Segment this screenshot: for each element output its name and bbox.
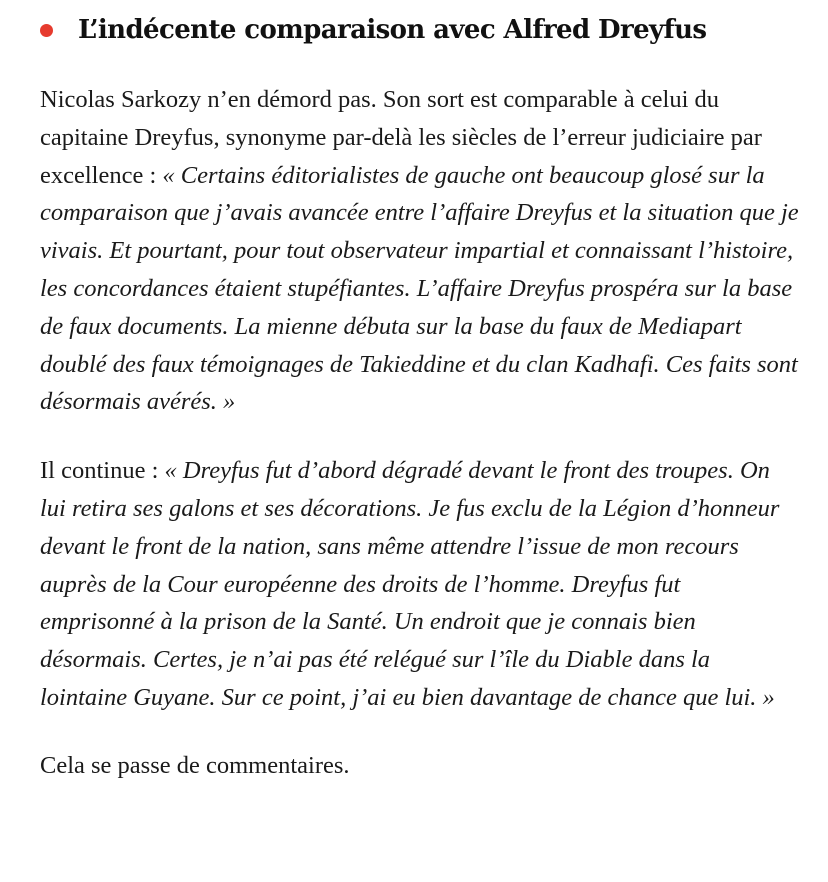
red-bullet-icon xyxy=(40,24,53,37)
paragraph-3: Cela se passe de commentaires. xyxy=(40,751,350,779)
paragraph-2-intro: Il continue : xyxy=(40,457,165,485)
paragraph-2 xyxy=(40,452,800,717)
paragraph-2-quote: « Dreyfus fut d’abord dégradé devant le front des troupes. On lui retira ses galons et ses décorations. Je fus exclu de la Légion d’honneur devant le front de la nation, sans même attendre l’issue de mon recours auprès de la Cour européenne des droits de l’homme. Dreyfus fut emprisonné à la prison de la Santé. Un endroit que je connais bien désormais. Certes, je n’ai pas été relégué sur l’île du Diable dans la lointaine Guyane. Sur ce point, j’ai eu bien davantage de chance que lui. » xyxy=(40,457,780,711)
section-heading xyxy=(40,10,800,50)
paragraph-1 xyxy=(40,81,800,421)
article-body xyxy=(40,10,800,785)
section-heading-text: L’indécente comparaison avec Alfred Dreyfus xyxy=(78,15,707,45)
paragraph-1-intro: Nicolas Sarkozy n’en démord pas. Son sort est comparable à celui du capitaine Dreyfus, synonyme par-delà les siècles de l’erreur judiciaire par excellence : xyxy=(40,86,762,189)
paragraph-1-quote: « Certains éditorialistes de gauche ont beaucoup glosé sur la comparaison que j’avais avancée entre l’affaire Dreyfus et la situation que je vivais. Et pourtant, pour tout observateur impartial et connaissant l’histoire, les concordances étaient stupéfiantes. L’affaire Dreyfus prospéra sur la base de faux documents. La mienne débuta sur la base du faux de Mediapart doublé des faux témoignages de Takieddine et du clan Kadhafi. Ces faits sont désormais avérés. » xyxy=(40,161,799,416)
